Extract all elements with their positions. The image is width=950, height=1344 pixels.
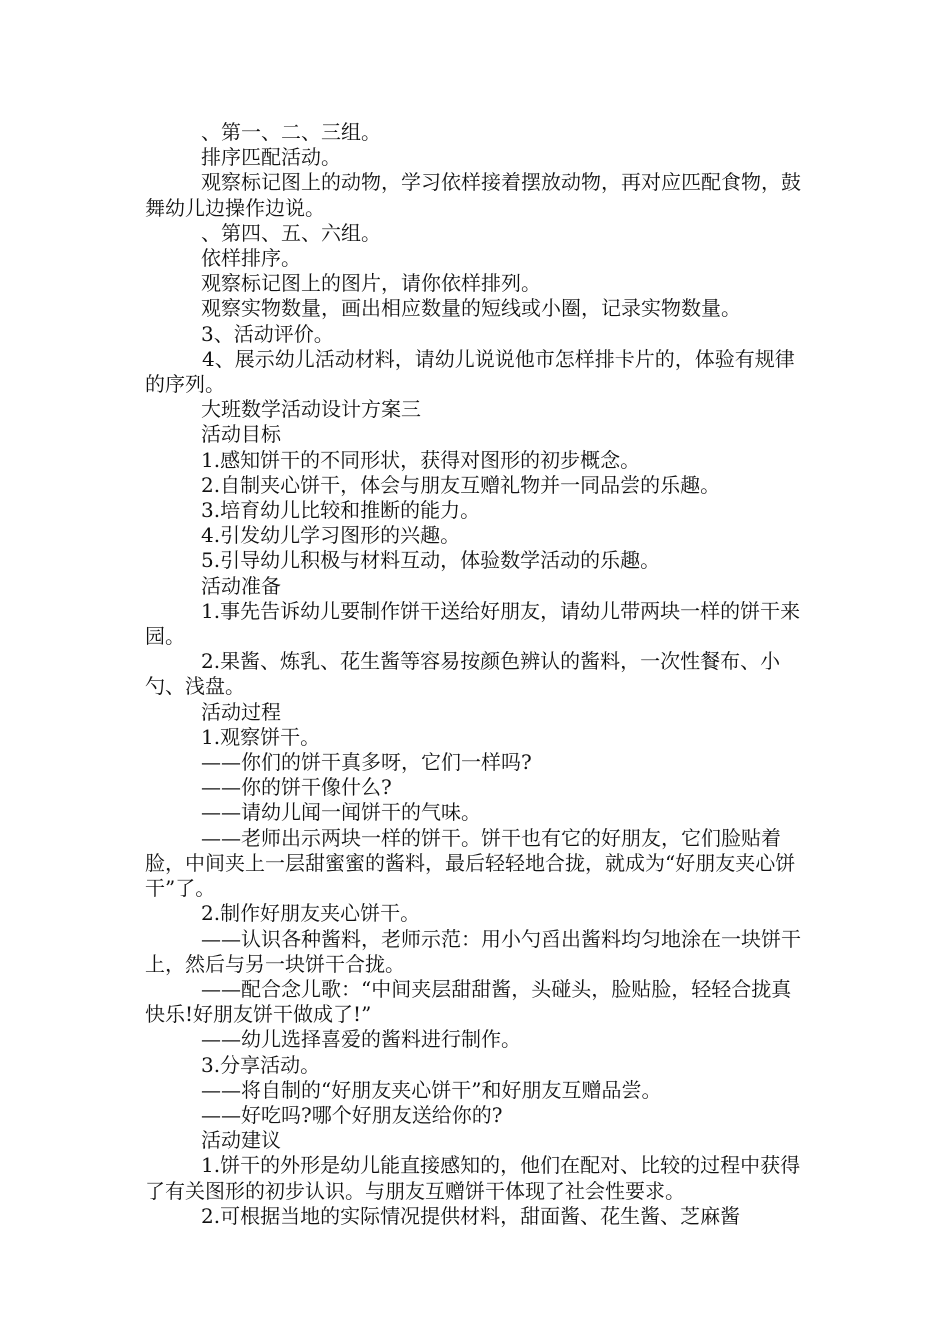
paragraph-group-4-6: 、第四、五、六组。: [201, 220, 381, 245]
goal-item-1: 1.感知饼干的不同形状，获得对图形的初步概念。: [201, 447, 641, 472]
suggestion-item-1: 1.饼干的外形是幼儿能直接感知的，他们在配对、比较的过程中获得了有关图形的初步认识。与朋友互赠饼干体现了社会性要求。: [145, 1153, 801, 1203]
goal-item-4: 4.引发幼儿学习图形的兴趣。: [201, 523, 461, 548]
paragraph-observe-quantity: 观察实物数量，画出相应数量的短线或小圈，记录实物数量。: [201, 296, 741, 321]
process-line: ——将自制的“好朋友夹心饼干”和好朋友互赠品尝。: [201, 1077, 662, 1102]
process-step-1: 1.观察饼干。: [201, 724, 321, 749]
goal-item-2: 2.自制夹心饼干，体会与朋友互赠礼物并一同品尝的乐趣。: [201, 472, 721, 497]
process-line: ——认识各种酱料，老师示范：用小勺舀出酱料均匀地涂在一块饼干上，然后与另一块饼干合拢。: [145, 926, 801, 976]
process-step-2: 2.制作好朋友夹心饼干。: [201, 901, 421, 926]
goal-item-3: 3.培育幼儿比较和推断的能力。: [201, 498, 481, 523]
process-line: ——你的饼干像什么?: [201, 775, 392, 800]
document-body: [145, 120, 810, 1229]
preparation-item-2: 2.果酱、炼乳、花生酱等容易按颜色辨认的酱料，一次性餐布、小勺、浅盘。: [145, 649, 781, 699]
paragraph-group-1-3: 、第一、二、三组。: [201, 120, 381, 144]
paragraph-pattern-sort: 依样排序。: [201, 246, 301, 271]
paragraph-observe-animals: 观察标记图上的动物，学习依样接着摆放动物，再对应匹配食物，鼓舞幼儿边操作边说。: [145, 170, 801, 220]
paragraph-activity-evaluation: 3、活动评价。: [201, 321, 334, 346]
suggestion-item-2: 2.可根据当地的实际情况提供材料，甜面酱、花生酱、芝麻酱: [201, 1203, 741, 1228]
preparation-item-1: 1.事先告诉幼儿要制作饼干送给好朋友，请幼儿带两块一样的饼干来园。: [145, 598, 801, 649]
process-line: ——配合念儿歌：“中间夹层甜甜酱，头碰头，脸贴脸，轻轻合拢真快乐!好朋友饼干做成了!”: [145, 976, 792, 1027]
heading-activity-preparation: 活动准备: [201, 573, 281, 598]
heading-activity-suggestions: 活动建议: [201, 1128, 281, 1153]
paragraph-observe-pictures: 观察标记图上的图片，请你依样排列。: [201, 271, 541, 296]
process-line: ——老师出示两块一样的饼干。饼干也有它的好朋友，它们脸贴着脸，中间夹上一层甜蜜蜜的酱料，最后轻轻地合拢，就成为“好朋友夹心饼干”了。: [145, 825, 796, 901]
paragraph-sort-match: 排序匹配活动。: [201, 145, 341, 170]
paragraph-display-materials: 4、展示幼儿活动材料，请幼儿说说他市怎样排卡片的，体验有规律的序列。: [145, 346, 795, 397]
process-line: ——幼儿选择喜爱的酱料进行制作。: [201, 1027, 521, 1052]
heading-activity-goals: 活动目标: [201, 422, 281, 447]
heading-activity-process: 活动过程: [201, 699, 281, 724]
process-step-3: 3.分享活动。: [201, 1052, 321, 1077]
process-line: ——你们的饼干真多呀，它们一样吗?: [201, 750, 532, 775]
goal-item-5: 5.引导幼儿积极与材料互动，体验数学活动的乐趣。: [201, 548, 661, 573]
process-line: ——请幼儿闻一闻饼干的气味。: [201, 800, 481, 825]
section-title-plan-three: 大班数学活动设计方案三: [201, 397, 421, 422]
process-line: ——好吃吗?哪个好朋友送给你的?: [201, 1102, 503, 1127]
